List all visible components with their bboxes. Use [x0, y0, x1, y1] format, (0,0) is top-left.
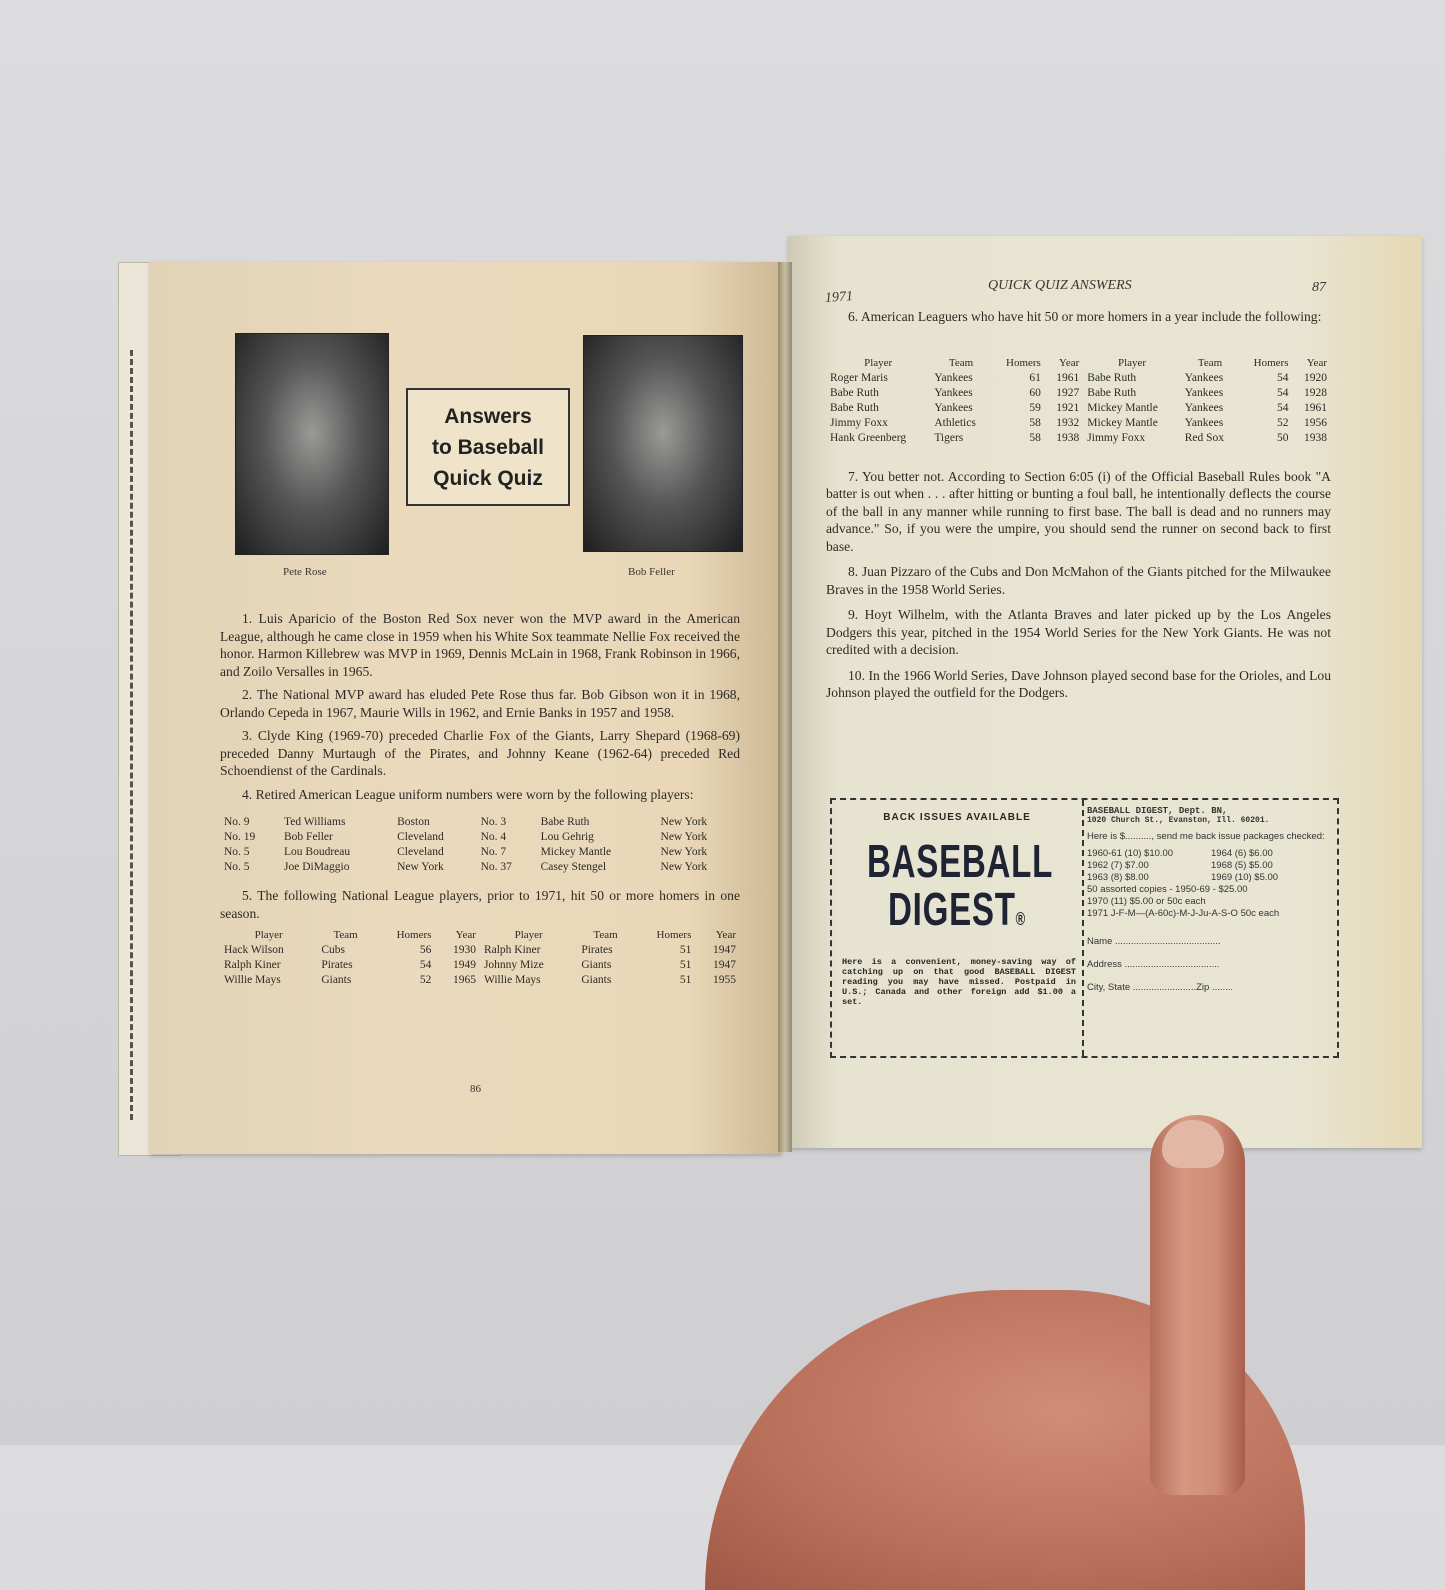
table-cell: 51 [679, 974, 692, 986]
column-header: Player [1117, 356, 1147, 369]
binding-stitch [130, 350, 141, 1120]
al-homers-table [826, 356, 1331, 446]
table-cell: Yankees [1184, 416, 1224, 429]
table-row [220, 845, 740, 860]
column-header: Homers [1006, 356, 1041, 369]
title-line: Answers [444, 404, 532, 428]
table-cell: 51 [679, 944, 692, 956]
table-cell: Jimmy Foxx [830, 416, 888, 429]
table-cell: Babe Ruth [830, 401, 879, 414]
table-cell: 1920 [1304, 371, 1327, 384]
answer-8: 8. Juan Pizzaro of the Cubs and Don McMahon of the Giants pitched for the Milwaukee Braves in the 1958 World Series. [826, 564, 1331, 597]
checkbox-option[interactable]: 1970 (11) $5.00 or 50c each [1087, 896, 1206, 907]
table-cell: No. 5 [224, 846, 250, 858]
table-cell: Cleveland [397, 846, 444, 858]
baseball-digest-logo [867, 835, 1054, 943]
table-cell: 52 [419, 974, 432, 986]
table-cell: 61 [1029, 371, 1041, 384]
table-cell: 54 [419, 959, 432, 971]
table-cell: Yankees [934, 371, 973, 384]
page-number-right: 87 [1312, 280, 1326, 295]
table-row [826, 431, 1331, 446]
table-cell: Babe Ruth [830, 386, 879, 399]
table-cell: 1947 [713, 959, 736, 971]
table-cell: Hank Greenberg [830, 431, 907, 444]
table-row [220, 815, 740, 830]
table-cell: 1949 [452, 959, 476, 971]
table-cell: New York [660, 846, 708, 858]
table-cell: No. 3 [480, 816, 507, 828]
table-cell: 60 [1029, 386, 1041, 399]
column-header: Player [254, 929, 283, 941]
column-header: Team [333, 929, 358, 941]
column-header: Team [1197, 356, 1223, 369]
table-cell: 54 [1277, 371, 1289, 384]
table-cell: Giants [581, 974, 612, 986]
table-cell: Pirates [321, 959, 353, 971]
photo-caption-left: Pete Rose [283, 566, 327, 578]
order-form [1087, 800, 1335, 1056]
table-cell: Bob Feller [284, 831, 333, 843]
table-cell: 1965 [452, 974, 476, 986]
photo-caption-right: Bob Feller [628, 566, 675, 578]
table-cell: Yankees [1184, 371, 1224, 384]
column-header: Team [593, 929, 618, 941]
answer-1: 1. Luis Aparicio of the Boston Red Sox never won the MVP award in the American League, although he came close in 1959 when his White Sox teammate Nellie Fox received the honor. Harmon Killebrew was MVP in 1969, Dennis McLain in 1968, Frank Robinson in 1966, and Zoilo Versalles in 1965. [220, 611, 740, 679]
address-field[interactable]: Address .................................... [1087, 959, 1220, 970]
table-cell: Cubs [321, 944, 345, 956]
table-cell: Babe Ruth [1087, 371, 1137, 384]
year-mark: 1971 [824, 289, 854, 306]
nl-homers-table [220, 928, 740, 988]
address-line: 1020 Church St., Evanston, Ill. 60201. [1087, 816, 1270, 825]
checkbox-option[interactable]: 1960-61 (10) $10.00 [1087, 848, 1174, 859]
name-field[interactable]: Name ........................................ [1087, 936, 1221, 947]
table-cell: Giants [321, 974, 352, 986]
table-cell: 59 [1029, 401, 1041, 414]
spine-gutter [778, 262, 792, 1152]
left-answers [220, 610, 740, 988]
section-title-box [406, 388, 570, 506]
answer-3: 3. Clyde King (1969-70) preceded Charlie Fox of the Giants, Larry Shepard (1968-69) preceded Danny Murtaugh of the Pirates, and Johnny Keane (1962-64) preceded Red Schoendienst of the Cardinals. [220, 728, 740, 778]
column-header: Year [715, 929, 736, 941]
column-header: Player [514, 929, 543, 941]
column-header: Player [864, 356, 893, 369]
table-cell: Roger Maris [830, 371, 888, 384]
table-cell: 1927 [1056, 386, 1080, 399]
answer-5: 5. The following National League players, prior to 1971, hit 50 or more homers in one season. [220, 888, 740, 921]
order-instruction: Here is $.........., send me back issue packages checked: [1087, 831, 1325, 842]
table-cell: Athletics [934, 416, 976, 429]
table-cell: Jimmy Foxx [1087, 431, 1146, 444]
table-cell: New York [660, 816, 708, 828]
table-cell: Yankees [1184, 386, 1224, 399]
title-line: Quick Quiz [433, 466, 543, 490]
table-cell: Mickey Mantle [540, 846, 612, 858]
table-cell: Casey Stengel [540, 861, 607, 873]
table-cell: Hack Wilson [224, 944, 284, 956]
running-head: QUICK QUIZ ANSWERS [988, 278, 1132, 293]
answer-9: 9. Hoyt Wilhelm, with the Atlanta Braves and later picked up by the Los Angeles Dodgers this year, pitched in the 1954 World Series for the New York Giants. He was not credited with a decision. [826, 607, 1331, 657]
table-cell: Giants [581, 959, 612, 971]
finger [1150, 1115, 1245, 1495]
bob-feller-photo [583, 335, 743, 552]
table-cell: 52 [1277, 416, 1289, 429]
table-cell: No. 4 [480, 831, 507, 843]
answer-4: 4. Retired American League uniform numbers were worn by the following players: [242, 786, 694, 802]
answer-7: 7. You better not. According to Section 6:05 (i) of the Official Baseball Rules book "A batter is out when . . . after hitting or bunting a foul ball, he intentionally deflects the course of the ball in any manner while running to first base. The ball is dead and no runners may advance." So, if you were the umpire, you should send the runner on second back to first base. [826, 468, 1331, 554]
table-cell: Tigers [934, 431, 964, 444]
checkbox-option[interactable]: 1968 (5) $5.00 [1211, 860, 1273, 871]
table-cell: 54 [1277, 401, 1289, 414]
logo-line [867, 885, 1047, 943]
table-cell: No. 5 [224, 861, 250, 873]
table-cell: 1928 [1304, 386, 1327, 399]
table-cell: 1921 [1056, 401, 1080, 414]
table-cell: 1938 [1304, 431, 1327, 444]
table-row [220, 830, 740, 845]
column-header: Year [455, 929, 476, 941]
title-line: to Baseball [431, 435, 545, 459]
table-cell: Babe Ruth [540, 816, 590, 828]
table-cell: New York [660, 861, 708, 873]
table-cell: 50 [1277, 431, 1289, 444]
table-row [220, 973, 740, 988]
ad-left-panel [832, 800, 1084, 1056]
table-cell: Johnny Mize [483, 959, 544, 971]
table-cell: No. 7 [480, 846, 507, 858]
table-cell: 56 [419, 944, 432, 956]
column-header: Homers [396, 929, 432, 941]
table-cell: Lou Gehrig [540, 831, 594, 843]
answer-2: 2. The National MVP award has eluded Pete Rose thus far. Bob Gibson won it in 1968, Orlando Cepeda in 1967, Maurie Wills in 1962, and Ernie Banks in 1957 and 1958. [220, 687, 740, 720]
page-number-left: 86 [470, 1083, 481, 1095]
column-header: Year [1059, 356, 1080, 369]
table-cell: No. 19 [224, 831, 256, 843]
option-row [1087, 872, 1335, 884]
table-cell: Red Sox [1184, 431, 1225, 444]
column-header: Homers [1253, 356, 1289, 369]
table-cell: 1930 [452, 944, 476, 956]
table-cell: 1932 [1056, 416, 1080, 429]
table-cell: Boston [397, 816, 430, 828]
table-cell: Willie Mays [224, 974, 281, 986]
table-row [220, 943, 740, 958]
option-row [1087, 860, 1335, 872]
table-cell: New York [660, 831, 708, 843]
order-options [1087, 848, 1335, 920]
ad-heading: BACK ISSUES AVAILABLE [883, 812, 1031, 823]
checkbox-option[interactable]: 1969 (10) $5.00 [1211, 872, 1279, 883]
table-cell: Ralph Kiner [224, 959, 281, 971]
table-row [220, 860, 740, 875]
table-cell: 51 [679, 959, 692, 971]
table-row [826, 371, 1331, 386]
table-row [220, 958, 740, 973]
address-line: BASEBALL DIGEST, Dept. BN, [1087, 806, 1228, 816]
table-cell: Yankees [934, 386, 973, 399]
registered-mark: ® [1015, 909, 1026, 929]
table-cell: Babe Ruth [1087, 386, 1137, 399]
table-cell: Willie Mays [483, 974, 541, 986]
table-cell: 1961 [1056, 371, 1080, 384]
column-header: Homers [656, 929, 692, 941]
column-header: Team [948, 356, 974, 369]
table-cell: Yankees [1184, 401, 1224, 414]
table-cell: Cleveland [397, 831, 444, 843]
table-cell: 54 [1277, 386, 1289, 399]
table-row [826, 386, 1331, 401]
table-cell: 1956 [1304, 416, 1327, 429]
checkbox-option[interactable]: 1964 (6) $6.00 [1211, 848, 1273, 859]
city-state-zip-field[interactable]: City, State ........................Zip ........ [1087, 982, 1234, 993]
right-answers [826, 308, 1331, 702]
table-cell: Ralph Kiner [483, 944, 541, 956]
table-cell: Mickey Mantle [1087, 416, 1158, 429]
ad-blurb: Here is a convenient, money-saving way of catching up on that good BASEBALL DIGEST reading you may have missed. Postpaid in U.S.; Canada and other foreign add $1.00 a set. [842, 957, 1076, 1007]
checkbox-option[interactable]: 50 assorted copies - 1950-69 - $25.00 [1087, 884, 1248, 895]
table-cell: No. 9 [224, 816, 250, 828]
table-cell: 1961 [1304, 401, 1327, 414]
table-cell: Lou Boudreau [284, 846, 351, 858]
table-cell: Yankees [934, 401, 973, 414]
table-cell: No. 37 [480, 861, 512, 873]
pete-rose-photo [235, 333, 389, 555]
table-cell: Joe DiMaggio [284, 861, 350, 873]
table-cell: Mickey Mantle [1087, 401, 1158, 414]
checkbox-option[interactable]: 1971 J-F-M—(A-60c)-M-J-Ju-A-S-O 50c each [1087, 908, 1280, 919]
logo-text: DIGEST [888, 883, 1016, 935]
table-cell: Ted Williams [284, 816, 346, 828]
option-row [1087, 848, 1335, 860]
column-header: Year [1306, 356, 1327, 369]
table-cell: 58 [1029, 416, 1041, 429]
uniform-numbers-table [220, 815, 740, 875]
table-cell: 1938 [1056, 431, 1080, 444]
table-row [826, 401, 1331, 416]
table-cell: 58 [1029, 431, 1041, 444]
logo-line: BASEBALL [867, 835, 1054, 887]
answer-10: 10. In the 1966 World Series, Dave Johnson played second base for the Orioles, and Lou Johnson played the outfield for the Dodgers. [826, 667, 1331, 700]
answer-6: 6. American Leaguers who have hit 50 or more homers in a year include the following: [848, 309, 1322, 324]
table-cell: 1947 [713, 944, 736, 956]
checkbox-option[interactable]: 1962 (7) $7.00 [1087, 860, 1149, 871]
checkbox-option[interactable]: 1963 (8) $8.00 [1087, 872, 1149, 883]
table-cell: Pirates [581, 944, 613, 956]
table-cell: 1955 [713, 974, 736, 986]
table-row [826, 416, 1331, 431]
back-issues-ad [830, 798, 1339, 1058]
table-cell: New York [397, 861, 444, 873]
